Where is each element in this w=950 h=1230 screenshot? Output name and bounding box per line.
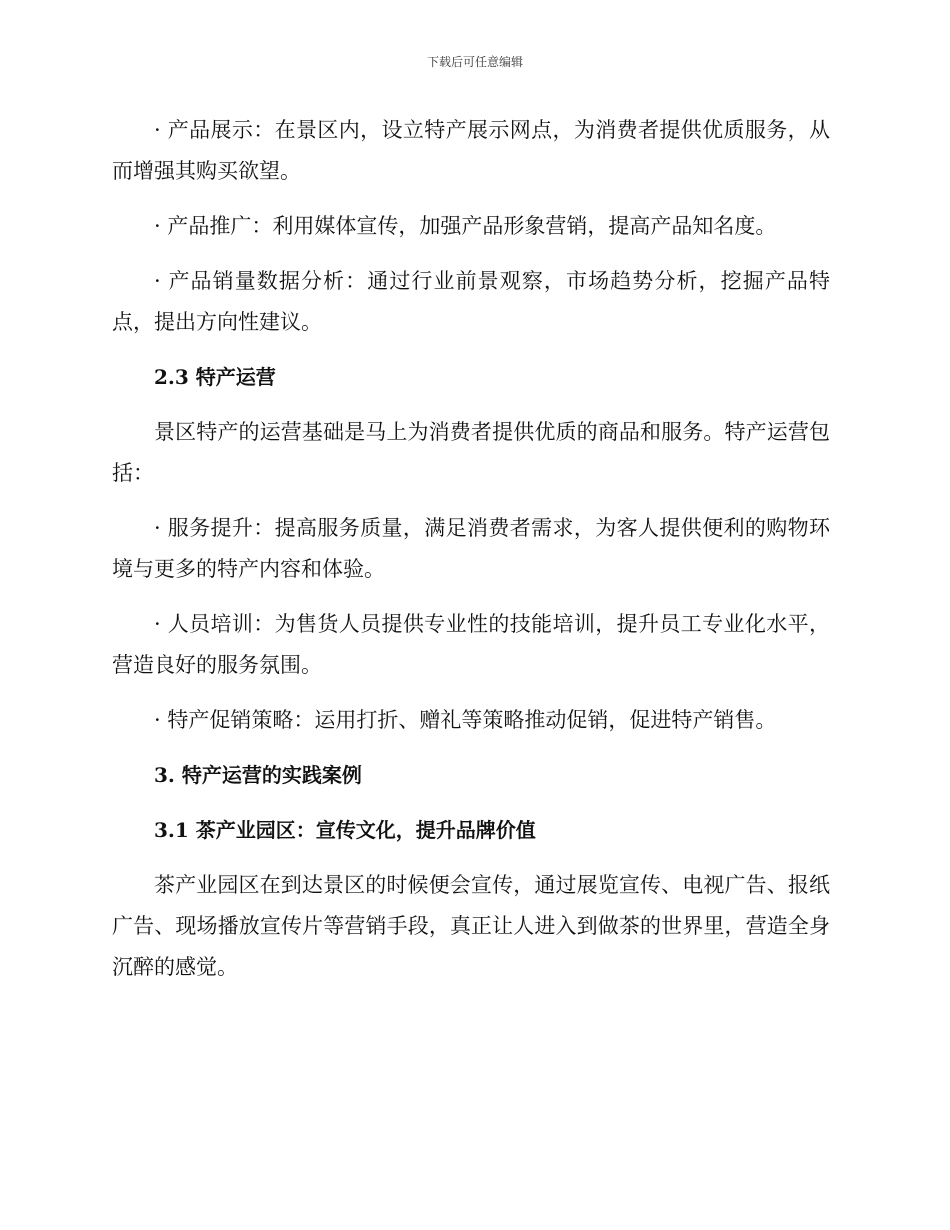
bullet-service-improvement: · 服务提升：提高服务质量，满足消费者需求，为客人提供便利的购物环境与更多的特产内容和体验。 (112, 516, 830, 581)
document-body (112, 110, 830, 988)
bullet-sales-analysis: · 产品销量数据分析：通过行业前景观察，市场趋势分析，挖掘产品特点，提出方向性建议。 (112, 269, 830, 334)
bullet-product-promotion: · 产品推广：利用媒体宣传，加强产品形象营销，提高产品知名度。 (154, 214, 777, 238)
paragraph-tea-park: 茶产业园区在到达景区的时候便会宣传，通过展览宣传、电视广告、报纸广告、现场播放宣传片等营销手段，真正让人进入到做茶的世界里，营造全身沉醉的感觉。 (112, 873, 830, 979)
section-heading-2-3: 2.3 特产运营 (154, 365, 276, 389)
bullet-product-display: · 产品展示：在景区内，设立特产展示网点，为消费者提供优质服务，从而增强其购买欲望。 (112, 118, 830, 183)
section-heading-3-1: 3.1 茶产业园区：宣传文化，提升品牌价值 (154, 818, 536, 842)
paragraph-operation-basis: 景区特产的运营基础是马上为消费者提供优质的商品和服务。特产运营包括： (112, 420, 830, 485)
bullet-promotion-strategy: · 特产促销策略：运用打折、赠礼等策略推动促销，促进特产销售。 (154, 708, 777, 732)
bullet-staff-training: · 人员培训：为售货人员提供专业性的技能培训，提升员工专业化水平，营造良好的服务氛围。 (112, 612, 830, 677)
section-heading-3: 3. 特产运营的实践案例 (154, 763, 362, 787)
page-header: 下载后可任意编辑 (426, 55, 523, 69)
